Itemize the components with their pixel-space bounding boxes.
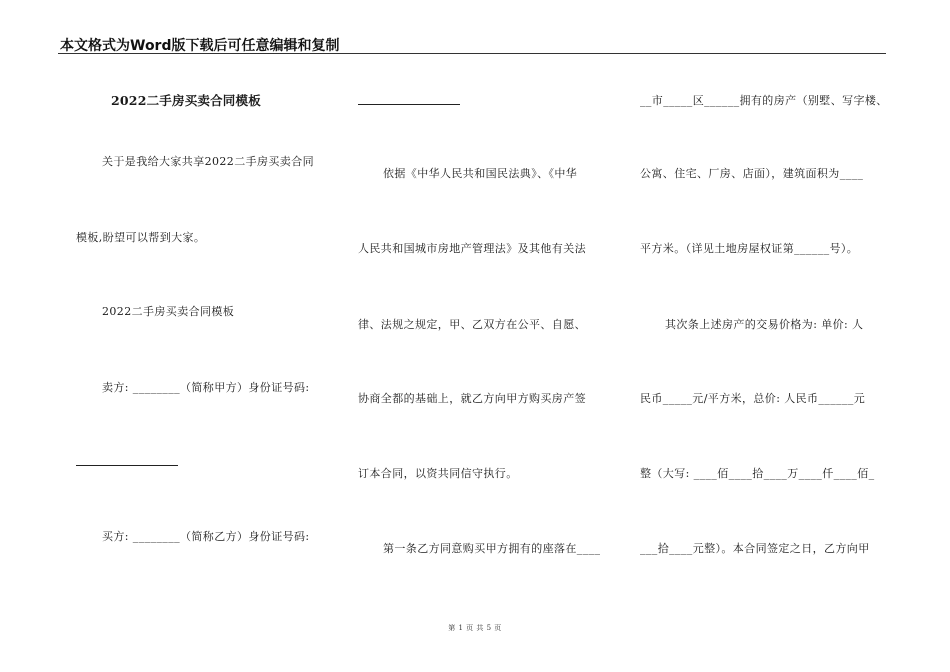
seller-id-blank: [76, 465, 178, 466]
paragraph-subtitle: 2022二手房买卖合同模板: [102, 305, 235, 318]
buyer-id-blank: [358, 104, 460, 105]
header-divider: [58, 53, 886, 54]
paragraph-basis-line4: 协商全都的基础上，就乙方向甲方购买房产签: [358, 392, 586, 405]
paragraph-basis-line2: 人民共和国城市房地产管理法》及其他有关法: [358, 242, 586, 255]
download-banner: 本文格式为Word版下载后可任意编辑和复制: [60, 38, 340, 54]
article-one-line3: 公寓、住宅、厂房、店面），建筑面积为____: [640, 167, 864, 180]
paragraph-intro-line1: 关于是我给大家共享2022二手房买卖合同: [102, 155, 314, 168]
paragraph-intro-line2: 模板,盼望可以帮到大家。: [76, 231, 206, 244]
article-one-line2: __市_____区______拥有的房产（别墅、写字楼、: [640, 94, 888, 107]
buyer-line: 买方: ________（简称乙方）身份证号码:: [102, 530, 310, 543]
article-two-line1: 其次条上述房产的交易价格为: 单价: 人: [665, 318, 864, 331]
seller-line: 卖方: ________（简称甲方）身份证号码:: [102, 381, 310, 394]
article-one-line4: 平方米。（详见土地房屋权证第______号）。: [640, 242, 859, 255]
article-one-line1: 第一条乙方同意购买甲方拥有的座落在____: [383, 542, 601, 555]
paragraph-basis-line1: 依据《中华人民共和国民法典》、《中华: [383, 167, 578, 180]
paragraph-basis-line3: 律、法规之规定，甲、乙双方在公平、自愿、: [358, 318, 586, 331]
article-two-line2: 民币_____元/平方米，总价: 人民币______元: [640, 392, 866, 405]
paragraph-basis-line5: 订本合同，以资共同信守执行。: [358, 467, 518, 480]
article-two-line3: 整（大写: ____佰____拾____万____仟____佰_: [640, 467, 875, 480]
document-title: 2022二手房买卖合同模板: [111, 93, 261, 108]
page-number: 第 1 页 共 5 页: [448, 624, 502, 632]
article-two-line4: ___拾____元整）。本合同签定之日，乙方向甲: [640, 542, 870, 555]
